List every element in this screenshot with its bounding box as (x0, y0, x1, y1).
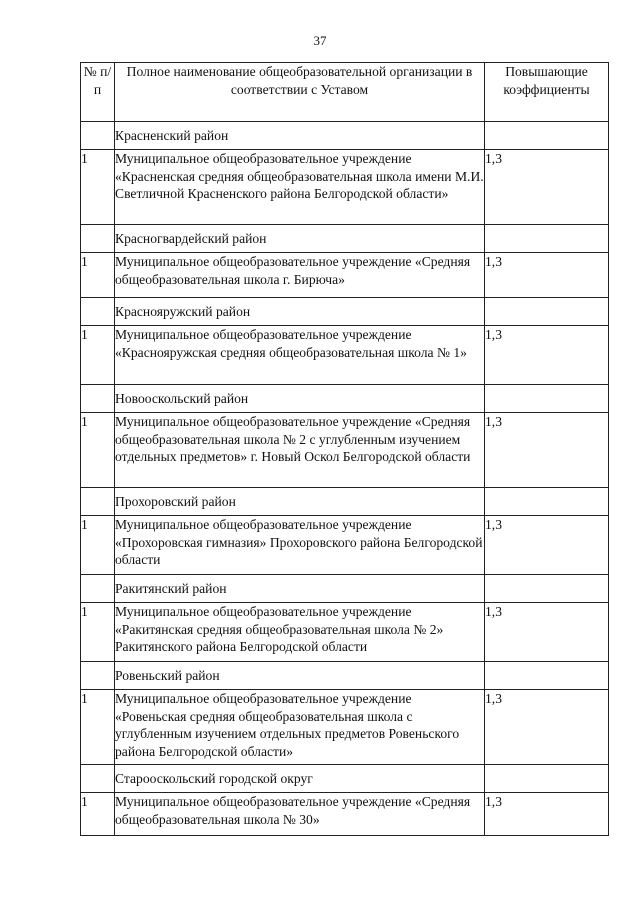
district-empty-cell (81, 298, 115, 326)
row-number: 1 (81, 690, 115, 765)
district-empty-cell (485, 225, 609, 253)
row-number: 1 (81, 150, 115, 225)
organization-name: Муниципальное общеобразовательное учреждение «Средняя общеобразовательная школа г. Бирюча» (115, 253, 485, 298)
page-number: 37 (313, 33, 327, 48)
district-name: Красненский район (115, 122, 485, 150)
district-empty-cell (485, 765, 609, 793)
district-name: Красногвардейский район (115, 225, 485, 253)
district-name: Краснояружский район (115, 298, 485, 326)
coefficient-value: 1,3 (485, 326, 609, 385)
district-empty-cell (485, 298, 609, 326)
table-row (81, 413, 609, 488)
district-empty-cell (485, 122, 609, 150)
row-number: 1 (81, 516, 115, 575)
district-empty-cell (81, 488, 115, 516)
row-number: 1 (81, 793, 115, 836)
district-empty-cell (81, 122, 115, 150)
organization-name: Муниципальное общеобразовательное учреждение «Краснояружская средняя общеобразовательная школа № 1» (115, 326, 485, 385)
organization-name: Муниципальное общеобразовательное учреждение «Ракитянская средняя общеобразовательная школа № 2» Ракитянского района Белгородской области (115, 603, 485, 662)
organization-name: Муниципальное общеобразовательное учреждение «Ровеньская средняя общеобразовательная школа с углубленным изучением отдельных предметов Ровеньского района Белгородской области» (115, 690, 485, 765)
organization-name: Муниципальное общеобразовательное учреждение «Прохоровская гимназия» Прохоровского района Белгородской области (115, 516, 485, 575)
district-row (81, 488, 609, 516)
coefficient-value: 1,3 (485, 253, 609, 298)
row-number: 1 (81, 603, 115, 662)
organization-name: Муниципальное общеобразовательное учреждение «Средняя общеобразовательная школа № 30» (115, 793, 485, 836)
coefficient-value: 1,3 (485, 690, 609, 765)
district-row (81, 385, 609, 413)
district-row (81, 662, 609, 690)
header-org-name: Полное наименование общеобразовательной организации в соответствии с Уставом (115, 63, 485, 122)
organization-name: Муниципальное общеобразовательное учреждение «Красненская средняя общеобразовательная школа имени М.И. Светличной Красненского района Белгородской области» (115, 150, 485, 225)
table-row (81, 603, 609, 662)
table-row (81, 150, 609, 225)
table-row (81, 516, 609, 575)
district-name: Ракитянский район (115, 575, 485, 603)
table-row (81, 690, 609, 765)
row-number: 1 (81, 253, 115, 298)
district-row (81, 298, 609, 326)
header-coefficient: Повышающие коэффициенты (485, 63, 609, 122)
coefficients-table (80, 62, 609, 836)
district-name: Прохоровский район (115, 488, 485, 516)
coefficient-value: 1,3 (485, 793, 609, 836)
district-row (81, 765, 609, 793)
row-number: 1 (81, 413, 115, 488)
district-row (81, 225, 609, 253)
district-empty-cell (81, 765, 115, 793)
district-empty-cell (485, 662, 609, 690)
header-number: № п/п (81, 63, 115, 122)
district-name: Старооскольский городской округ (115, 765, 485, 793)
row-number: 1 (81, 326, 115, 385)
table-row (81, 253, 609, 298)
table-body (81, 122, 609, 836)
coefficient-value: 1,3 (485, 413, 609, 488)
district-row (81, 575, 609, 603)
coefficient-value: 1,3 (485, 603, 609, 662)
district-empty-cell (485, 385, 609, 413)
table-header-row (81, 63, 609, 122)
table-row (81, 793, 609, 836)
district-empty-cell (81, 662, 115, 690)
district-name: Ровеньский район (115, 662, 485, 690)
coefficient-value: 1,3 (485, 150, 609, 225)
district-empty-cell (81, 385, 115, 413)
district-empty-cell (81, 225, 115, 253)
district-empty-cell (485, 488, 609, 516)
organization-name: Муниципальное общеобразовательное учреждение «Средняя общеобразовательная школа № 2 с углубленным изучением отдельных предметов» г. Новый Оскол Белгородской области (115, 413, 485, 488)
district-empty-cell (81, 575, 115, 603)
coefficient-value: 1,3 (485, 516, 609, 575)
table-row (81, 326, 609, 385)
district-row (81, 122, 609, 150)
district-empty-cell (485, 575, 609, 603)
district-name: Новооскольский район (115, 385, 485, 413)
